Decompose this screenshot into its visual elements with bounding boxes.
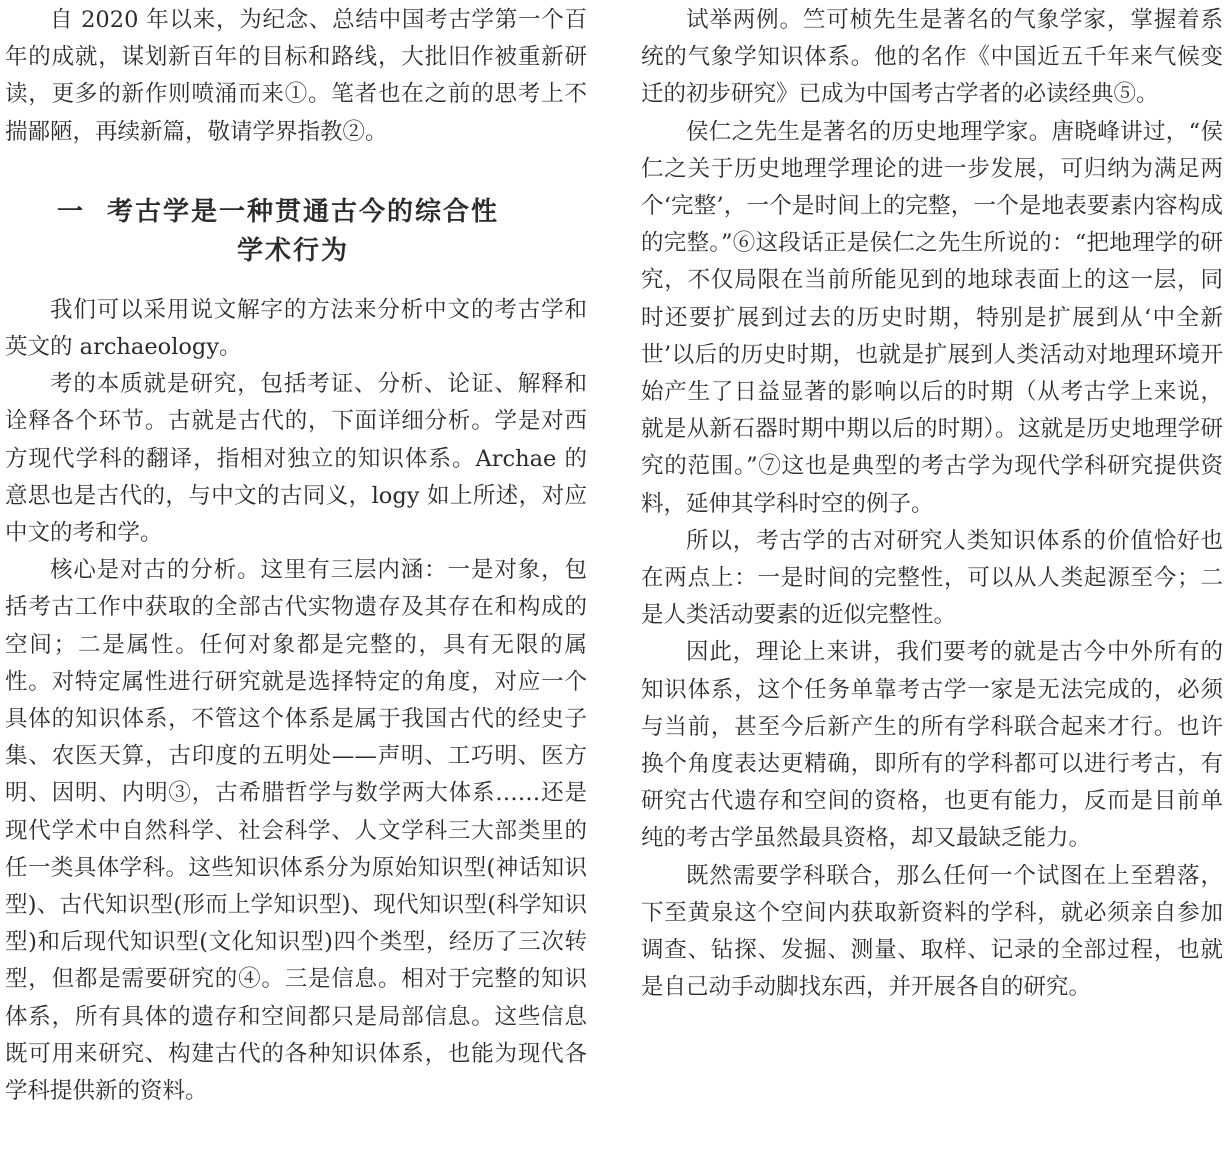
section-number: 一: [57, 196, 86, 227]
body-paragraph: 试举两例。竺可桢先生是著名的气象学家，掌握着系统的气象学知识体系。他的名作《中国近五千年来气候变迁的初步研究》已成为中国考古学者的必读经典⑤。: [641, 7, 1223, 108]
body-paragraph: 我们可以采用说文解字的方法来分析中文的考古学和英文的 archaeology。: [5, 296, 587, 361]
left-column: [5, 0, 587, 1110]
body-paragraph: 考的本质就是研究，包括考证、分析、论证、解释和诠释各个环节。古就是古代的，下面详细分析。学是对西方现代学科的翻译，指相对独立的知识体系。Archae 的意思也是古代的，与中文的古同义，logy 如上所述，对应中文的考和学。: [5, 371, 587, 547]
body-paragraph: 所以，考古学的古对研究人类知识体系的价值恰好也在两点上：一是时间的完整性，可以从人类起源至今；二是人类活动要素的近似完整性。: [641, 527, 1223, 629]
section-title-part1: 考古学是一种贯通古今的综合性: [107, 196, 500, 227]
body-paragraph: 因此，理论上来讲，我们要考的就是古今中外所有的知识体系，这个任务单靠考古学一家是无法完成的，必须与当前，甚至今后新产生的所有学科联合起来才行。也许换个角度表达更精确，即所有的学科都可以进行考古，有研究古代遗存和空间的资格，也更有能力，反而是目前单纯的考古学虽然最具资格，却又最缺乏能力。: [641, 639, 1223, 852]
section-heading: [5, 193, 587, 271]
section-title-part2: 学术行为: [237, 235, 350, 266]
right-column: [641, 0, 1223, 1006]
body-paragraph: 既然需要学科联合，那么任何一个试图在上至碧落，下至黄泉这个空间内获取新资料的学科，就必须亲自参加调查、钻探、发掘、测量、取样、记录的全部过程，也就是自己动手动脚找东西，并开展各自的研究。: [641, 862, 1223, 1001]
section-heading-line1: [5, 193, 587, 232]
body-paragraph: 侯仁之先生是著名的历史地理学家。唐晓峰讲过，“侯仁之关于历史地理学理论的进一步发展，可归纳为满足两个‘完整’，一个是时间上的完整，一个是地表要素内容构成的完整。”⑥这段话正是侯仁之先生所说的：“把地理学的研究，不仅局限在当前所能见到的地球表面上的这一层，同时还要扩展到过去的历史时期，特别是扩展到从‘中全新世’以后的历史时期，也就是扩展到人类活动对地理环境开始产生了日益显著的影响以后的时期（从考古学上来说，就是从新石器时期中期以后的时期）。这就是历史地理学研究的范围。”⑦这也是典型的考古学为现代学科研究提供资料，延伸其学科时空的例子。: [641, 118, 1223, 517]
intro-paragraph: 自 2020 年以来，为纪念、总结中国考古学第一个百年的成就，谋划新百年的目标和路线，大批旧作被重新研读，更多的新作则喷涌而来①。笔者也在之前的思考上不揣鄙陋，再续新篇，敬请学界指教②。: [5, 7, 587, 145]
body-paragraph: 核心是对古的分析。这里有三层内涵：一是对象，包括考古工作中获取的全部古代实物遗存及其存在和构成的空间；二是属性。任何对象都是完整的，具有无限的属性。对特定属性进行研究就是选择特定的角度，对应一个具体的知识体系，不管这个体系是属于我国古代的经史子集、农医天算，古印度的五明处——声明、工巧明、医方明、因明、内明③，古希腊哲学与数学两大体系……还是现代学术中自然科学、社会科学、人文学科三大部类里的任一类具体学科。这些知识体系分为原始知识型(神话知识型)、古代知识型(形而上学知识型)、现代知识型(科学知识型)和后现代知识型(文化知识型)四个类型，经历了三次转型，但都是需要研究的④。三是信息。相对于完整的知识体系，所有具体的遗存和空间都只是局部信息。这些信息既可用来研究、构建古代的各种知识体系，也能为现代各学科提供新的资料。: [5, 557, 587, 1105]
